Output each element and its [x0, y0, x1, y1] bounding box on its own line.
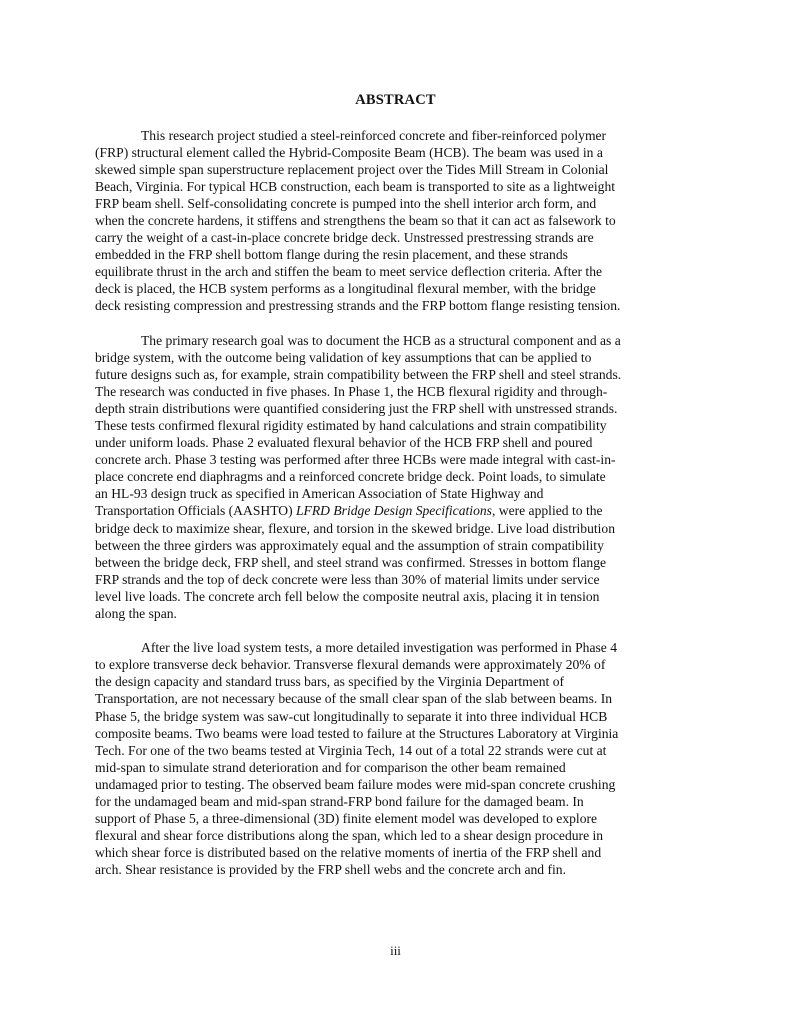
text-line: equilibrate thrust in the arch and stiffen the beam to meet service deflection criteria. After the — [95, 264, 603, 280]
text-line: arch. Shear resistance is provided by the FRP shell webs and the concrete arch and fin. — [95, 861, 566, 877]
page-number: iii — [390, 943, 401, 958]
text-line: for the undamaged beam and mid-span strand-FRP bond failure for the damaged beam. In — [95, 793, 584, 809]
text-line: deck is placed, the HCB system performs as a longitudinal flexural member, with the bridge — [95, 281, 596, 297]
text-line: an HL-93 design truck as specified in American Association of State Highway and — [95, 486, 544, 502]
abstract-body — [95, 127, 699, 878]
text-line: under uniform loads. Phase 2 evaluated flexural behavior of the HCB FRP shell and poured — [95, 435, 593, 451]
text-line: This research project studied a steel-reinforced concrete and fiber-reinforced polymer — [141, 128, 607, 143]
text-line: bridge system, with the outcome being validation of key assumptions that can be applied to — [95, 350, 592, 366]
text-run: , were applied to the — [491, 503, 603, 519]
text-line: mid-span to simulate strand deterioration and for comparison the other beam remained — [95, 759, 566, 775]
text-line: Tech. For one of the two beams tested at Virginia Tech, 14 out of a total 22 strands were cut at — [95, 742, 607, 758]
text-line: which shear force is distributed based on the relative moments of inertia of the FRP shell and — [95, 844, 602, 860]
text-line: between the bridge deck, FRP shell, and steel strand was confirmed. Stresses in bottom flange — [95, 554, 607, 570]
text-line: The research was conducted in five phases. In Phase 1, the HCB flexural rigidity and through- — [95, 384, 608, 400]
text-line: future designs such as, for example, strain compatibility between the FRP shell and steel strands. — [95, 367, 622, 383]
text-line: the design capacity and standard truss bars, as specified by the Virginia Department of — [95, 674, 565, 690]
text-line: level live loads. The concrete arch fell below the composite neutral axis, placing it in tension — [95, 588, 600, 604]
text-line: FRP beam shell. Self-consolidating concrete is pumped into the shell interior arch form, and — [95, 196, 597, 212]
text-line: FRP strands and the top of deck concrete were less than 30% of material limits under service — [95, 571, 600, 587]
text-line: to explore transverse deck behavior. Transverse flexural demands were approximately 20% of — [95, 657, 606, 673]
text-line: when the concrete hardens, it stiffens and strengthens the beam so that it can act as falsework to — [95, 213, 616, 229]
text-line: skewed simple span superstructure replacement project over the Tides Mill Stream in Colonial — [95, 162, 609, 178]
text-line: deck resisting compression and prestressing strands and the FRP bottom flange resisting tension. — [95, 298, 621, 314]
text-line: bridge deck to maximize shear, flexure, and torsion in the skewed bridge. Live load distribution — [95, 520, 616, 536]
text-line: Phase 5, the bridge system was saw-cut longitudinally to separate it into three individual HCB — [95, 708, 608, 724]
text-line: These tests confirmed flexural rigidity estimated by hand calculations and strain compatibility — [95, 418, 607, 434]
specification-title: LFRD Bridge Design Specifications — [296, 503, 492, 519]
abstract-heading: ABSTRACT — [355, 92, 436, 108]
text-run: Transportation Officials (AASHTO) — [95, 503, 296, 519]
text-line: (FRP) structural element called the Hybrid-Composite Beam (HCB). The beam was used in a — [95, 145, 603, 161]
text-line: support of Phase 5, a three-dimensional (3D) finite element model was developed to explore — [95, 810, 598, 826]
text-line: carry the weight of a cast-in-place concrete bridge deck. Unstressed prestressing strands are — [95, 230, 594, 246]
paragraph-1 — [95, 127, 699, 315]
text-line: between the three girders was approximately equal and the assumption of strain compatibility — [95, 537, 604, 553]
text-line: depth strain distributions were quantified considering just the FRP shell with unstressed strands. — [95, 401, 618, 417]
text-line: embedded in the FRP shell bottom flange during the resin placement, and these strands — [95, 247, 568, 263]
text-line: Transportation, are not necessary because of the small clear span of the slab between beams. In — [95, 691, 613, 707]
text-line: concrete arch. Phase 3 testing was performed after three HCBs were made integral with cast-in- — [95, 452, 616, 468]
paragraph-3 — [95, 639, 699, 878]
text-line: Beach, Virginia. For typical HCB construction, each beam is transported to site as a lightweight — [95, 179, 616, 195]
text-line: flexural and shear force distributions along the span, which led to a shear design procedure in — [95, 827, 604, 843]
text-line: along the span. — [95, 605, 177, 621]
paragraph-2 — [95, 332, 699, 622]
text-line-with-italic-title — [95, 502, 699, 519]
text-line: place concrete end diaphragms and a reinforced concrete bridge deck. Point loads, to simulate — [95, 469, 606, 485]
text-line: The primary research goal was to document the HCB as a structural component and as a — [141, 333, 621, 349]
text-line: composite beams. Two beams were load tested to failure at the Structures Laboratory at Virginia — [95, 725, 619, 741]
text-line: After the live load system tests, a more detailed investigation was performed in Phase 4 — [141, 640, 618, 656]
text-line: undamaged prior to testing. The observed beam failure modes were mid-span concrete crushing — [95, 776, 616, 792]
